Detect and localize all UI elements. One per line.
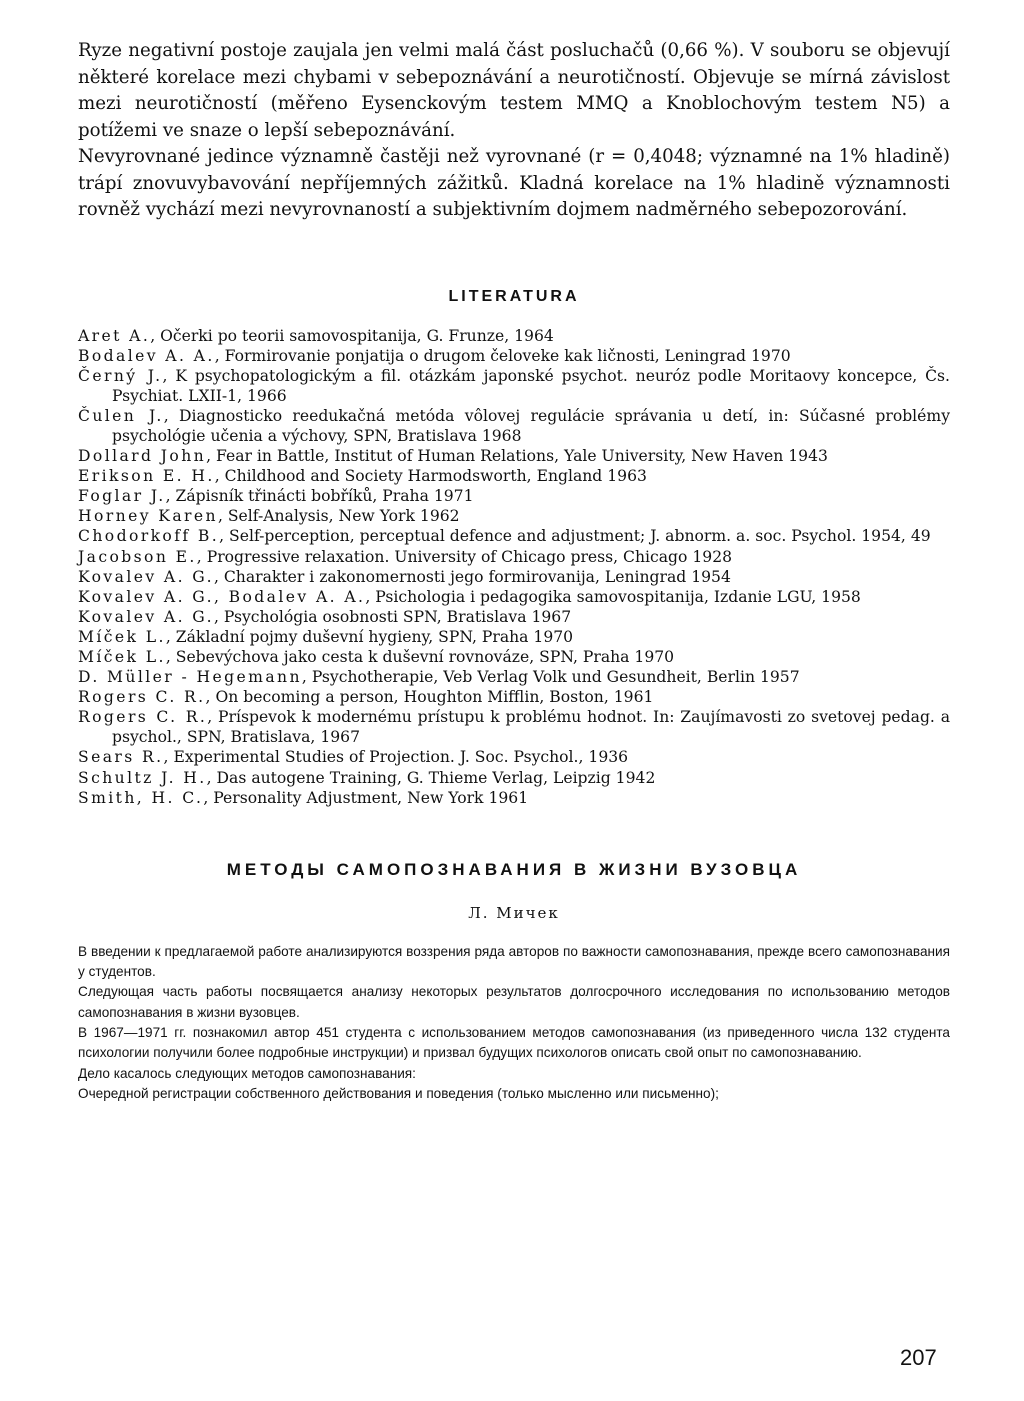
intro-paragraph-2: Nevyrovnané jedince významně častěji než vyrovnané (r = 0,4048; významné na 1% hladině) trápí znovuvybavování nepříjemných zážitků. Kladná korelace na 1% hladině významnosti rovněž vychází mezi nevyrovnaností a subjektivním dojmem nadměrného sebepozorování. bbox=[78, 146, 950, 220]
reference-author: Kovalev A. G., Bodalev A. A. bbox=[78, 587, 366, 606]
reference-text: , Psichologia i pedagogika samovospitanija, Izdanie LGU, 1958 bbox=[365, 587, 861, 606]
reference-text: , Formirovanie ponjatija o drugom čeloveke kak ličnosti, Leningrad 1970 bbox=[214, 346, 791, 365]
reference-item bbox=[78, 506, 950, 526]
reference-text: , Psychológia osobnosti SPN, Bratislava 1967 bbox=[213, 607, 572, 626]
reference-author: Rogers C. R. bbox=[78, 708, 208, 727]
abstract-paragraph: Очередной регистрации собственного действования и поведения (только мысленно или письменно); bbox=[78, 1085, 719, 1101]
reference-text: , Experimental Studies of Projection. J. Soc. Psychol., 1936 bbox=[163, 748, 629, 767]
russian-abstract bbox=[78, 942, 950, 1104]
abstract-paragraph: Дело касалось следующих методов самопознавания: bbox=[78, 1065, 416, 1081]
reference-text: , Diagnosticko reedukačná metóda vôlovej regulácie správania u detí, in: Súčasné problémy psychológie učenia a výchovy, SPN, Bratislava 1968 bbox=[112, 406, 950, 445]
reference-item bbox=[78, 747, 950, 767]
reference-author: Dollard John bbox=[78, 447, 207, 466]
reference-text: , Progressive relaxation. University of Chicago press, Chicago 1928 bbox=[196, 547, 733, 566]
reference-author: Foglar J. bbox=[78, 487, 166, 506]
russian-article-title: МЕТОДЫ САМОПОЗНАВАНИЯ В ЖИЗНИ ВУЗОВЦА bbox=[226, 859, 802, 879]
reference-item bbox=[78, 406, 950, 446]
reference-author: Aret A. bbox=[78, 326, 151, 345]
reference-author: Míček L. bbox=[78, 627, 166, 646]
reference-item bbox=[78, 707, 950, 747]
reference-item bbox=[78, 346, 950, 366]
reference-text: , Childhood and Society Harmodsworth, England 1963 bbox=[214, 467, 647, 486]
abstract-paragraph: В 1967—1971 гг. познакомил автор 451 студента с использованием методов самопознавания (из приведенного числа 132 студента психологии получили более подробные инструкции) и призвал будущих психологов описать свой опыт по самопознаванию. bbox=[78, 1024, 950, 1061]
reference-item bbox=[78, 667, 950, 687]
reference-author: Kovalev A. G. bbox=[78, 567, 214, 586]
reference-item bbox=[78, 687, 950, 707]
intro-text bbox=[78, 38, 950, 224]
russian-article-author: Л. Мичек bbox=[468, 903, 560, 922]
reference-author: Sears R. bbox=[78, 748, 164, 767]
reference-item bbox=[78, 567, 950, 587]
abstract-paragraph: В введении к предлагаемой работе анализируются воззрения ряда авторов по важности самопознавания, прежде всего самопознавания у студентов. bbox=[78, 943, 950, 980]
abstract-paragraph: Следующая часть работы посвящается анализу некоторых результатов долгосрочного исследования по использованию методов самопознавания в жизни вузовцев. bbox=[78, 984, 950, 1020]
reference-text: , K psychopatologickým a fil. otázkám japonské psychot. neuróz podle Moritaovy koncepce, Čs. Psychiat. LXII-1, 1966 bbox=[112, 366, 950, 405]
reference-author: Míček L. bbox=[78, 648, 166, 666]
reference-author: D. Müller - Hegemann bbox=[78, 668, 302, 687]
reference-author: Bodalev A. A. bbox=[78, 346, 215, 365]
reference-author: Čulen J. bbox=[78, 406, 164, 425]
reference-text: , Sebevýchova jako cesta k duševní rovnováze, SPN, Praha 1970 bbox=[165, 648, 675, 666]
reference-author: Rogers C. R. bbox=[78, 688, 206, 707]
reference-item bbox=[78, 466, 950, 486]
page-number: 207 bbox=[900, 1345, 937, 1370]
reference-item bbox=[78, 768, 950, 788]
reference-list bbox=[78, 326, 950, 808]
reference-author: Černý J. bbox=[78, 366, 163, 385]
reference-item bbox=[78, 326, 950, 346]
reference-item bbox=[78, 607, 950, 627]
reference-text: , Základní pojmy duševní hygieny, SPN, Praha 1970 bbox=[165, 627, 574, 646]
reference-text: , On becoming a person, Houghton Mifflin, Boston, 1961 bbox=[205, 688, 654, 707]
reference-item bbox=[78, 547, 950, 567]
reference-text: , Psychotherapie, Veb Verlag Volk und Gesundheit, Berlin 1957 bbox=[301, 668, 800, 687]
reference-author: Horney Karen bbox=[78, 507, 218, 526]
reference-item bbox=[78, 446, 950, 466]
reference-author: Kovalev A. G. bbox=[78, 607, 214, 626]
reference-item bbox=[78, 647, 950, 667]
reference-text: , Fear in Battle, Institut of Human Relations, Yale University, New Haven 1943 bbox=[206, 447, 828, 466]
reference-text: , Zápisník třinácti bobříků, Praha 1971 bbox=[165, 487, 474, 506]
reference-item bbox=[78, 526, 950, 546]
page-body bbox=[78, 38, 950, 1104]
reference-item bbox=[78, 366, 950, 406]
reference-item bbox=[78, 587, 950, 607]
reference-author: Jacobson E. bbox=[78, 547, 197, 566]
reference-text: , Očerki po teorii samovospitanija, G. Frunze, 1964 bbox=[150, 326, 554, 345]
reference-text: , Self-Analysis, New York 1962 bbox=[217, 507, 460, 526]
intro-paragraph-1: Ryze negativní postoje zaujala jen velmi malá část posluchačů (0,66 %). V souboru se objevují některé korelace mezi chybami v sebepoznávání a neurotičností. Objevuje se mírná závislost mezi neurotičností (měřeno Eysenckovým testem MMQ a Knoblochovým testem N5) a potížemi ve snaze o lepší sebepoznávání. bbox=[78, 40, 950, 141]
literature-heading: LITERATURA bbox=[448, 287, 580, 305]
reference-text: , Príspevok k modernému prístupu k problému hodnot. In: Zaujímavosti zo svetovej pedag. a psychol., SPN, Bratislava, 1967 bbox=[112, 708, 950, 747]
reference-text: , Charakter i zakonomernosti jego formirovanija, Leningrad 1954 bbox=[213, 567, 731, 586]
reference-item bbox=[78, 627, 950, 647]
reference-text: , Personality Adjustment, New York 1961 bbox=[203, 788, 529, 807]
reference-author: Smith, H. C. bbox=[78, 788, 204, 807]
reference-item bbox=[78, 788, 950, 808]
reference-item bbox=[78, 486, 950, 506]
reference-author: Schultz J. H. bbox=[78, 768, 207, 787]
reference-author: Erikson E. H. bbox=[78, 467, 215, 486]
reference-text: , Das autogene Training, G. Thieme Verlag, Leipzig 1942 bbox=[206, 768, 656, 787]
reference-author: Chodorkoff B. bbox=[78, 527, 220, 546]
reference-text: , Self-perception, perceptual defence and adjustment; J. abnorm. a. soc. Psychol. 1954, 49 bbox=[219, 527, 931, 546]
